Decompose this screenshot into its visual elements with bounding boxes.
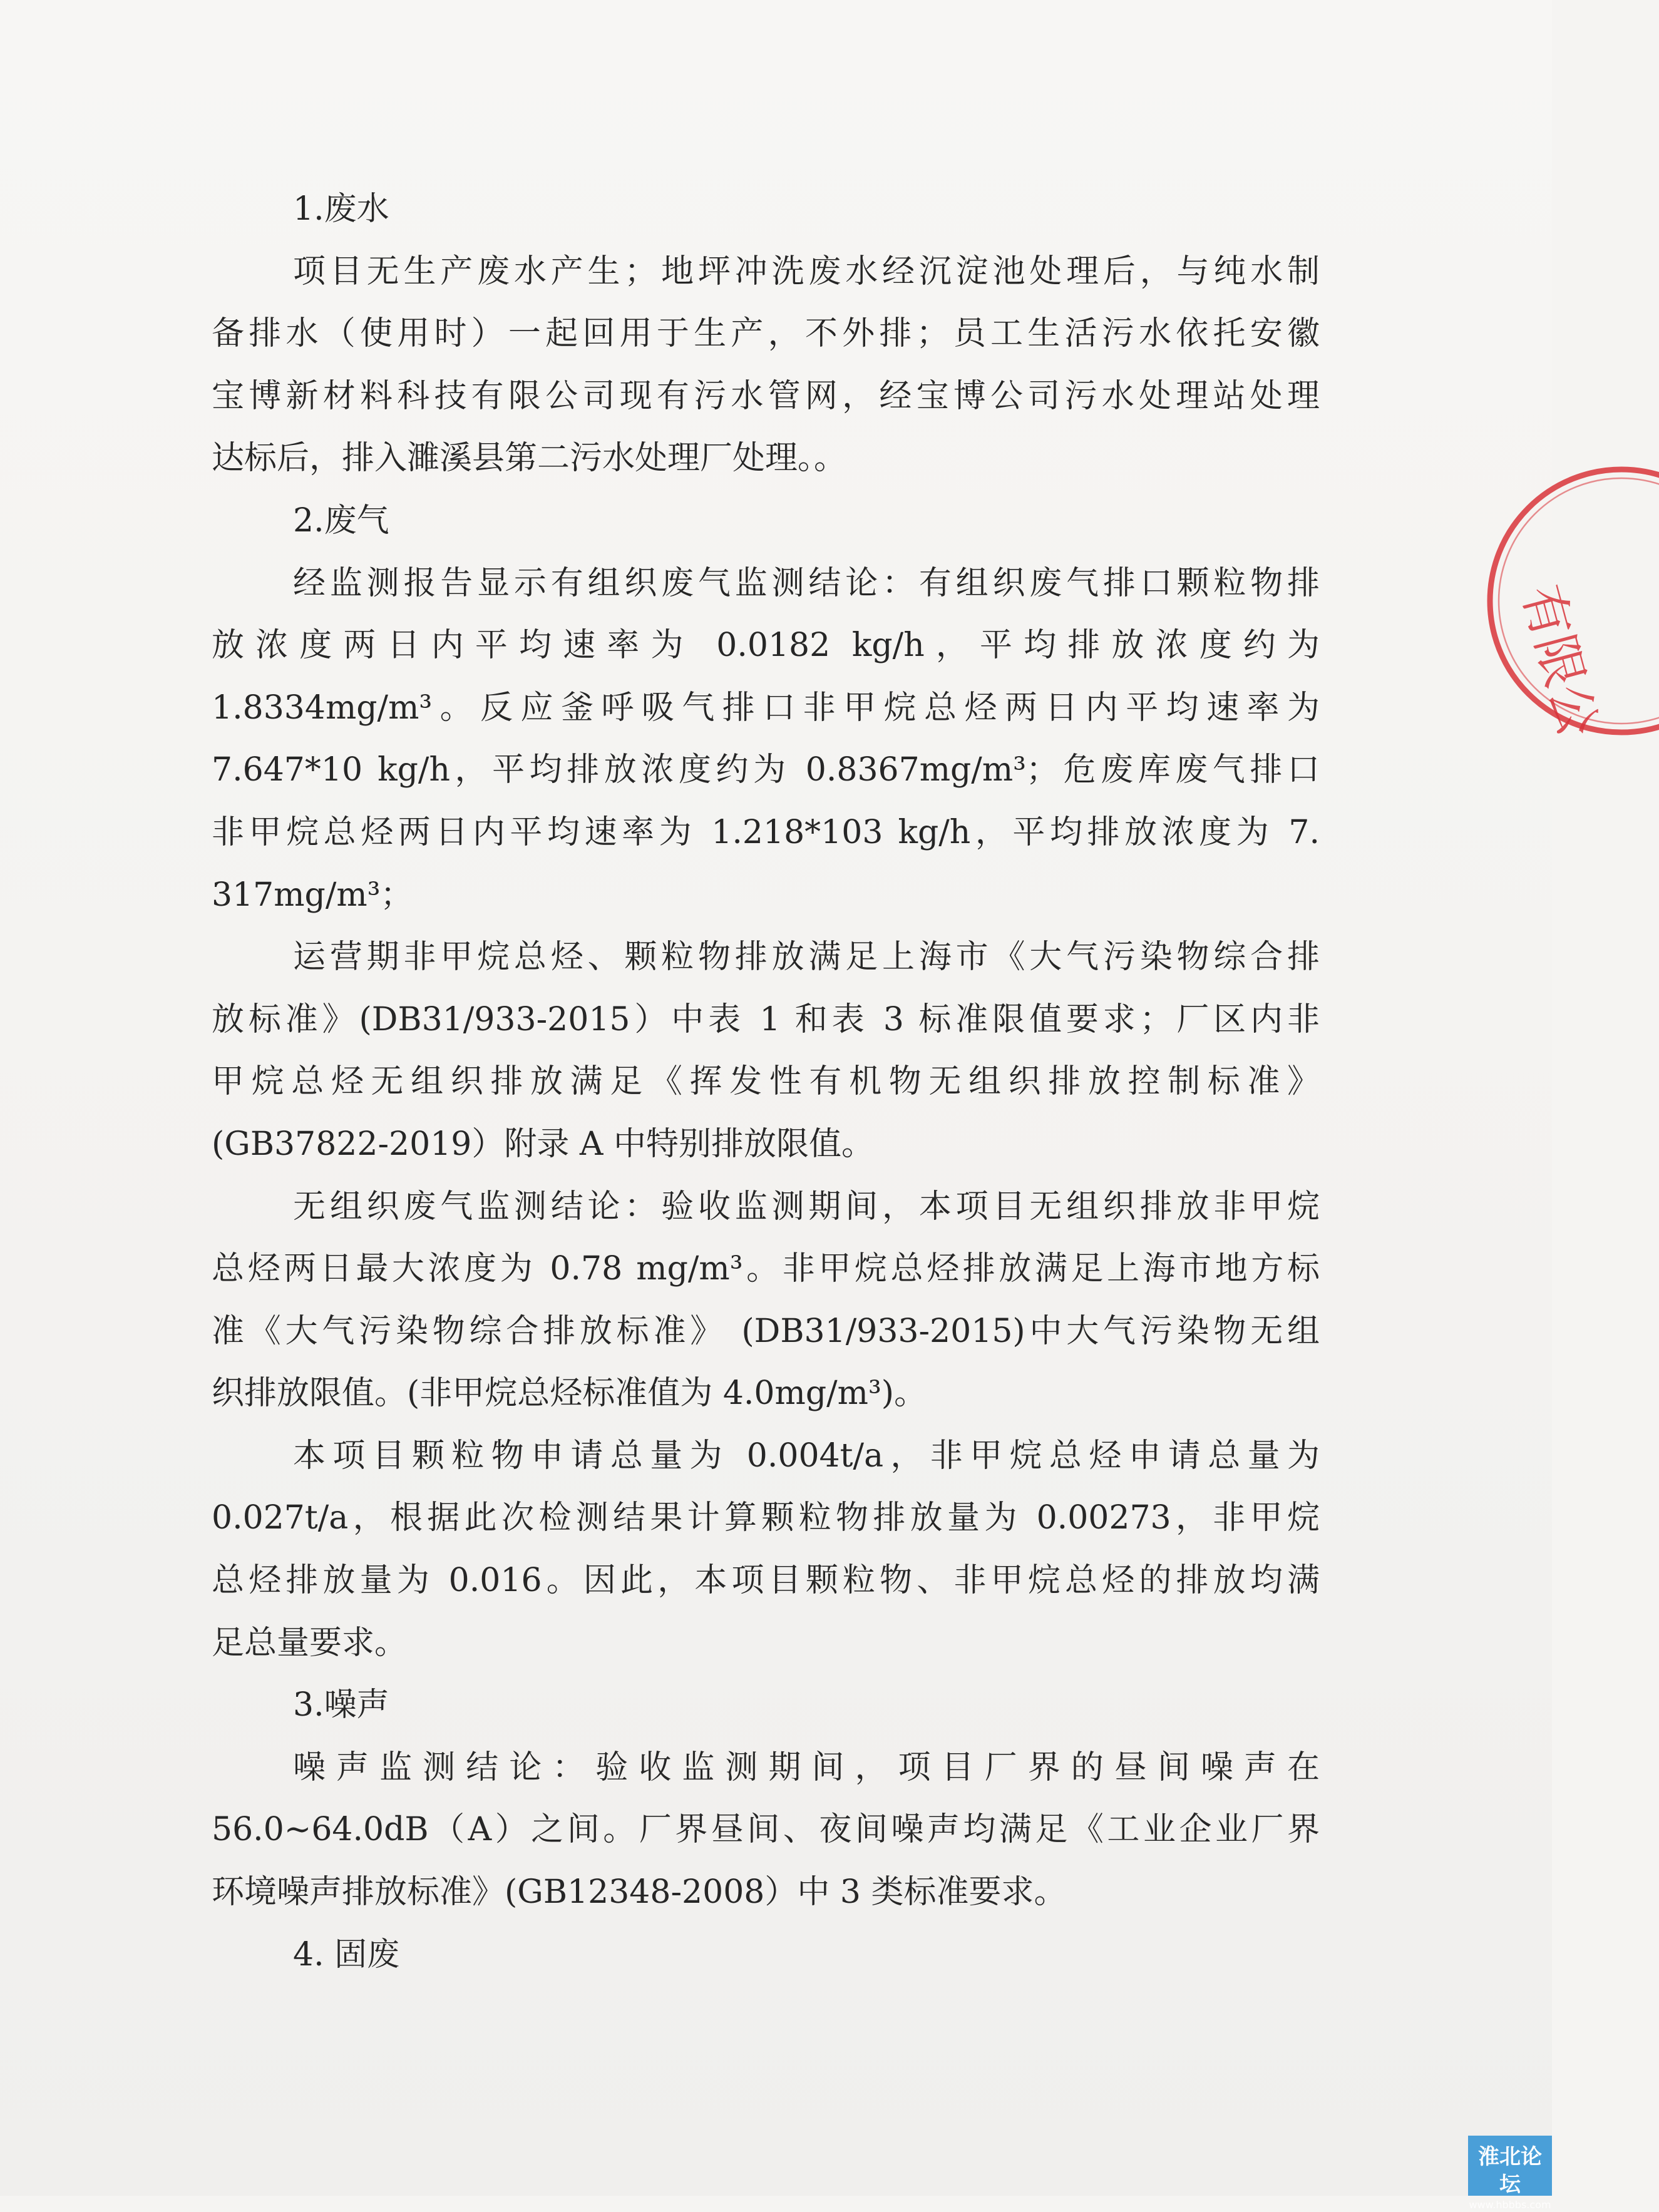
paragraph-line: 0.027t/a，根据此次检测结果计算颗粒物排放量为 0.00273，非甲烷 (212, 1499, 1320, 1537)
paragraph-line: 无组织废气监测结论：验收监测期间，本项目无组织排放非甲烷 (293, 1187, 1320, 1226)
seal-text: 有限公 (1512, 579, 1607, 743)
paragraph-line: 环境噪声排放标准》(GB12348-2008）中 3 类标准要求。 (212, 1873, 1067, 1912)
paragraph-line: 56.0~64.0dB（A）之间。厂界昼间、夜间噪声均满足《工业企业厂界 (212, 1811, 1320, 1849)
paragraph-line: 足总量要求。 (212, 1624, 408, 1662)
paragraph-line: 放标准》(DB31/933-2015）中表 1 和表 3 标准限值要求；厂区内非 (212, 1000, 1320, 1038)
paragraph-line: 总烃排放量为 0.016。因此，本项目颗粒物、非甲烷总烃的排放均满 (212, 1562, 1320, 1600)
paragraph-line: 甲烷总烃无组织排放满足《挥发性有机物无组织排放控制标准》 (212, 1063, 1320, 1101)
paragraph-line: 经监测报告显示有组织废气监测结论：有组织废气排口颗粒物排 (293, 564, 1320, 602)
paragraph-line: 7.647*10 kg/h，平均排放浓度约为 0.8367mg/m³；危废库废气排口 (212, 751, 1320, 789)
paragraph-line: 达标后，排入濉溪县第二污水处理厂处理。。 (212, 439, 847, 478)
paragraph-line: 项目无生产废水产生；地坪冲洗废水经沉淀池处理后，与纯水制 (293, 252, 1320, 290)
site-watermark (1468, 2136, 1552, 2211)
paragraph-line: 备排水（使用时）一起回用于生产，不外排；员工生活污水依托安徽 (212, 315, 1320, 353)
paragraph-line: 宝博新材料科技有限公司现有污水管网，经宝博公司污水处理站处理 (212, 377, 1320, 415)
paragraph-line: 1.8334mg/m³。反应釜呼吸气排口非甲烷总烃两日内平均速率为 (212, 689, 1320, 727)
paragraph-line: (GB37822-2019）附录 A 中特别排放限值。 (212, 1125, 874, 1163)
paragraph-line: 放浓度两日内平均速率为 0.0182 kg/h，平均排放浓度约为 (212, 627, 1320, 665)
paragraph-line: 运营期非甲烷总烃、颗粒物排放满足上海市《大气污染物综合排 (293, 938, 1320, 976)
section-heading: 2.废气 (293, 501, 389, 540)
paragraph-line: 本项目颗粒物申请总量为 0.004t/a，非甲烷总烃申请总量为 (293, 1436, 1320, 1475)
paragraph-line: 噪声监测结论：验收监测期间，项目厂界的昼间噪声在 (293, 1748, 1320, 1786)
document-body (212, 178, 1320, 1986)
paragraph-line: 准《大气污染物综合排放标准》 (DB31/933-2015)中大气污染物无组 (212, 1312, 1320, 1350)
watermark-url: www.hbbbs.com (1469, 2199, 1551, 2211)
watermark-title: 淮北论坛 (1478, 2144, 1542, 2197)
paragraph-line: 非甲烷总烃两日内平均速率为 1.218*103 kg/h，平均排放浓度为 7. (212, 813, 1320, 851)
section-heading: 4. 固废 (293, 1935, 400, 1974)
section-heading: 1.废水 (293, 190, 389, 228)
paragraph-line: 317mg/m³； (212, 876, 413, 914)
red-seal-stamp (1446, 463, 1659, 743)
section-heading: 3.噪声 (293, 1686, 389, 1724)
paragraph-line: 总烃两日最大浓度为 0.78 mg/m³。非甲烷总烃排放满足上海市地方标 (212, 1250, 1320, 1288)
paragraph-line: 织排放限值。(非甲烷总烃标准值为 4.0mg/m³)。 (212, 1375, 927, 1413)
